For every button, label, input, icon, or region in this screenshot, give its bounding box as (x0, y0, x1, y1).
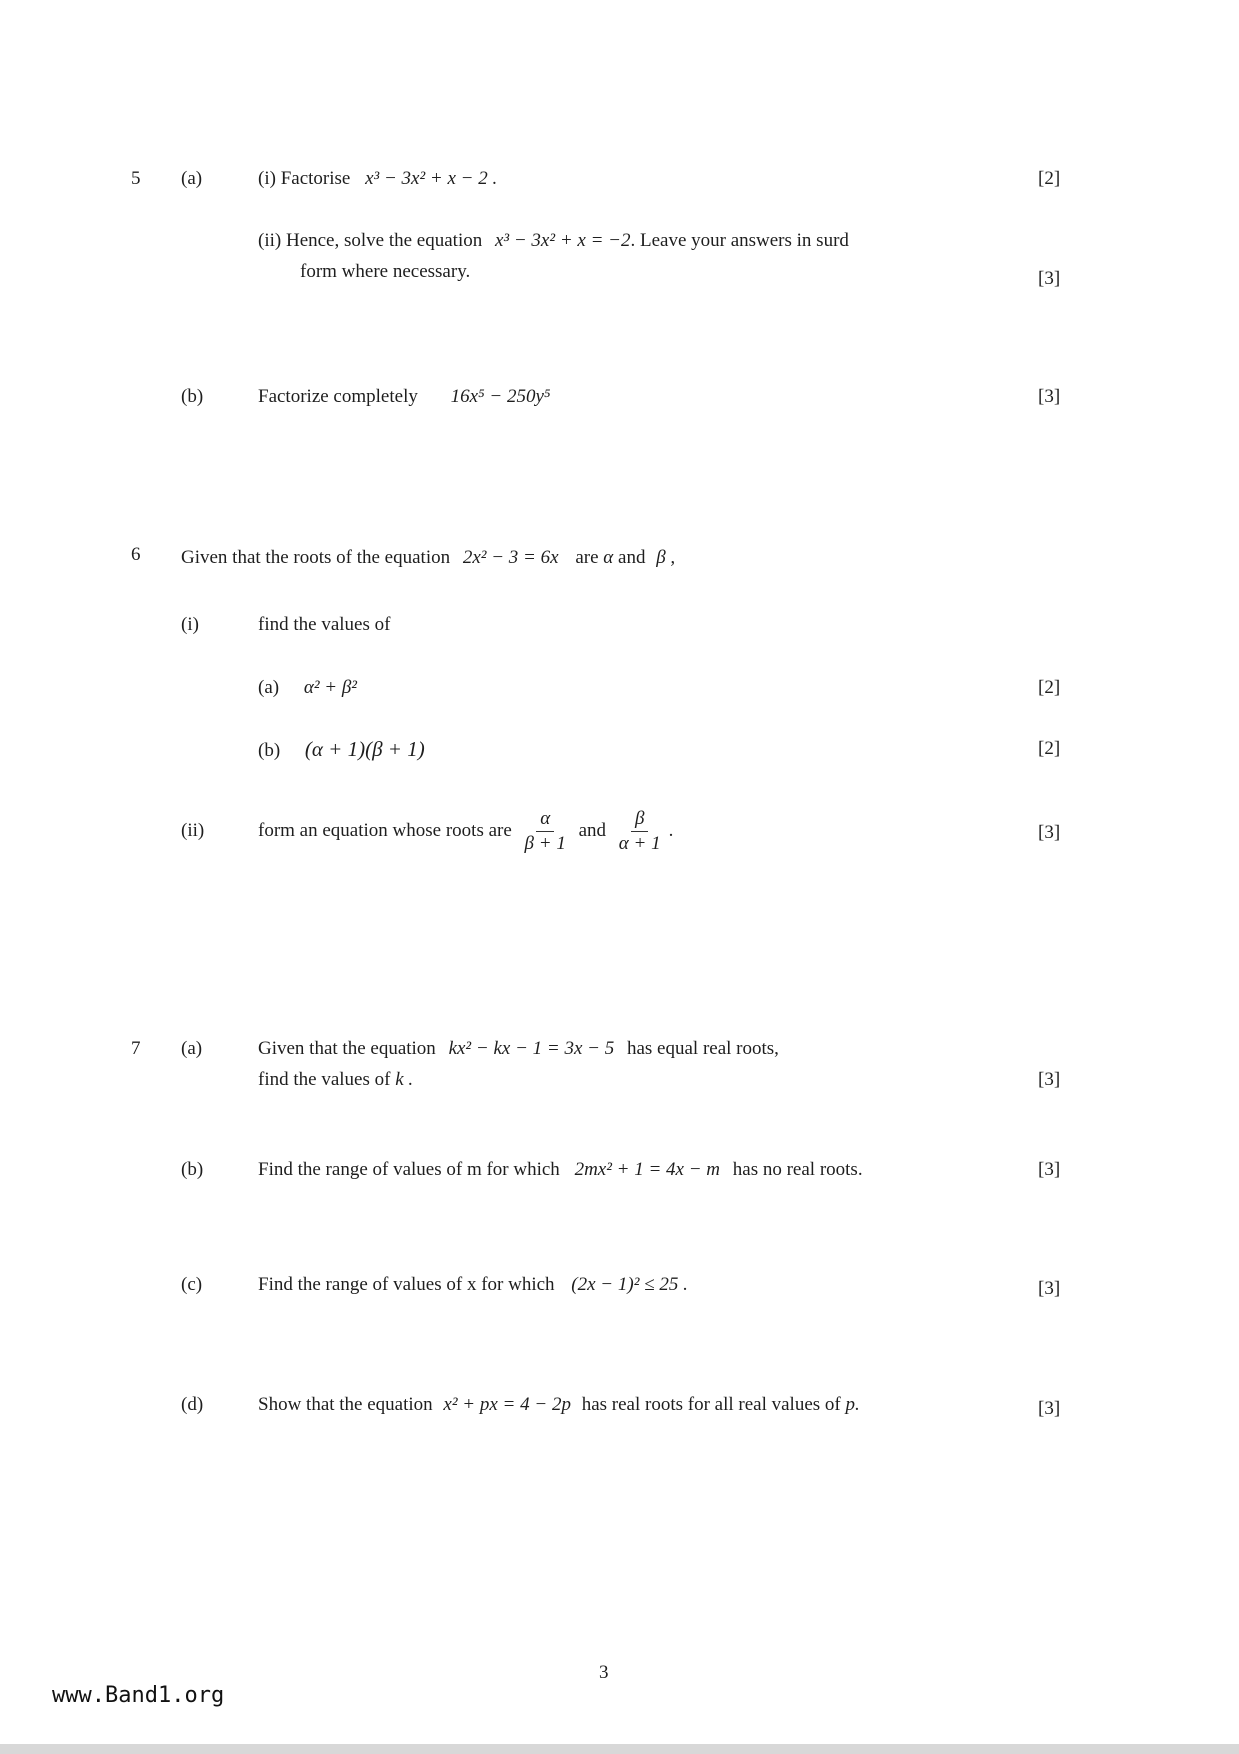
scan-edge (0, 1744, 1239, 1754)
question-text (258, 807, 673, 856)
text: are (575, 547, 599, 568)
part-label: (b) (181, 1159, 204, 1180)
math-expression: (α + 1)(β + 1) (304, 737, 425, 761)
part-label: (c) (181, 1274, 203, 1295)
part-label: (i) (181, 614, 199, 635)
math-expression: α (603, 547, 614, 568)
text: Show that the equation (258, 1394, 433, 1415)
fraction (615, 807, 665, 856)
subpart-label: (i) (258, 168, 276, 189)
text: has equal real roots, (626, 1038, 779, 1059)
denominator: α + 1 (618, 833, 661, 855)
text: has real roots for all real values of (581, 1394, 841, 1415)
numerator: β (631, 807, 648, 832)
question-text (258, 738, 425, 762)
marks: [3] (1038, 822, 1061, 843)
marks: [3] (1038, 1278, 1061, 1299)
marks: [3] (1038, 386, 1061, 407)
math-expression: x² + px = 4 − 2p (443, 1394, 571, 1415)
text: form an equation whose roots are (258, 820, 512, 841)
question-text (181, 547, 675, 569)
subpart-label: (b) (258, 740, 281, 761)
text: and (578, 820, 607, 841)
question-text (258, 677, 357, 699)
math-expression: k . (395, 1069, 414, 1090)
subpart-label: (a) (258, 677, 280, 698)
question-text (258, 168, 497, 190)
question-text (258, 1274, 688, 1296)
text: Given that the equation (258, 1038, 436, 1059)
fraction (521, 807, 570, 856)
marks: [3] (1038, 1159, 1061, 1180)
part-label: (ii) (181, 820, 205, 841)
text: Find the range of values of x for which (258, 1274, 555, 1295)
text: Hence, solve the equation (285, 230, 483, 251)
question-text: form where necessary. (300, 261, 471, 282)
question-number: 7 (131, 1038, 141, 1059)
numerator: α (536, 807, 554, 832)
question-text (258, 1394, 860, 1416)
part-label: (d) (181, 1394, 204, 1415)
question-text (258, 386, 551, 408)
math-expression: 2x² − 3 = 6x (462, 547, 559, 568)
text: . Leave your answers in surd (630, 230, 849, 251)
question-text (258, 230, 849, 252)
question-number: 6 (131, 544, 141, 565)
math-expression: x³ − 3x² + x − 2 . (365, 168, 498, 189)
text: has no real roots. (732, 1159, 863, 1180)
subpart-label: (ii) (258, 230, 282, 251)
math-expression: β , (656, 547, 676, 568)
page-number: 3 (599, 1662, 609, 1683)
question-text (258, 1038, 779, 1060)
question-text (258, 1159, 863, 1181)
text: . (668, 820, 674, 841)
footer-url[interactable]: www.Band1.org (52, 1683, 225, 1708)
marks: [2] (1038, 168, 1061, 189)
marks: [2] (1038, 738, 1061, 759)
text: find the values of (258, 1069, 391, 1090)
math-expression: α² + β² (303, 677, 357, 698)
math-expression: kx² − kx − 1 = 3x − 5 (448, 1038, 615, 1059)
part-label: (a) (181, 168, 203, 189)
math-expression: 2mx² + 1 = 4x − m (574, 1159, 721, 1180)
text: Find the range of values of m for which (258, 1159, 560, 1180)
question-text (258, 1069, 413, 1091)
text: Given that the roots of the equation (181, 547, 451, 568)
part-label: (a) (181, 1038, 203, 1059)
question-number: 5 (131, 168, 141, 189)
math-expression: p. (845, 1394, 860, 1415)
part-label: (b) (181, 386, 204, 407)
text: Factorize completely (258, 386, 418, 407)
denominator: β + 1 (524, 833, 566, 855)
marks: [3] (1038, 268, 1061, 289)
question-text: find the values of (258, 614, 391, 635)
text: and (618, 547, 646, 568)
math-expression: x³ − 3x² + x = −2 (494, 230, 631, 251)
text: Factorise (280, 168, 351, 189)
math-expression: 16x⁵ − 250y⁵ (450, 386, 551, 407)
marks: [2] (1038, 677, 1061, 698)
marks: [3] (1038, 1069, 1061, 1090)
math-expression: (2x − 1)² ≤ 25 . (571, 1274, 688, 1295)
marks: [3] (1038, 1398, 1061, 1419)
